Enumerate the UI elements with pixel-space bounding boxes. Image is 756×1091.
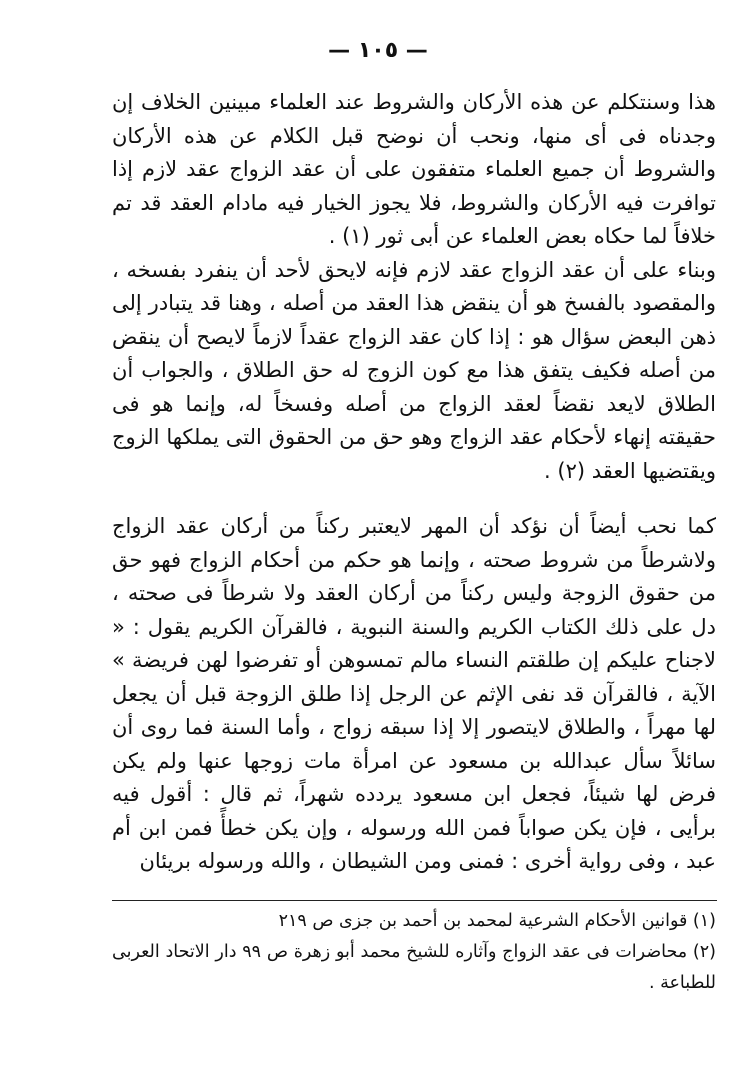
footnote-2: (٢) محاضرات فى عقد الزواج وآثاره للشيخ محمد أبو زهرة ص ٩٩ دار الاتحاد العربى للطباعة . [112, 942, 716, 993]
paragraph-3: كما نحب أيضاً أن نؤكد أن المهر لايعتبر ركناً من أركان عقد الزواج ولاشرطاً من شروط صحته ، وإنما هو حكم من أحكام الزواج فهو حق من حقوق الزوجة وليس ركناً من أركان العقد ولا شرطاً فى صحته ، دل على ذلك الكتاب الكريم والسنة النبوية ، فالقرآن الكريم يقول : « لاجناح عليكم إن طلقتم النساء مالم تمسوهن أو تفرضوا لهن فريضة » الآية ، فالقرآن قد نفى الإثم عن الرجل إذا طلق الزوجة قبل أن يجعل لها مهراً ، والطلاق لايتصور إلا إذا سبقه زواج ، وأما السنة فما روى أن سائلاً سأل عبدالله بن مسعود عن امرأة مات زوجها عنها ولم يكن فرض لها شيئاً، فجعل ابن مسعود يردده شهراً، ثم قال : أقول فيه برأيى ، فإن يكن صواباً فمن الله ورسوله ، وإن يكن خطأً فمن ابن أم عبد ، وفى رواية أخرى : فمنى ومن الشيطان ، والله ورسوله بريئان [112, 514, 716, 873]
main-text [112, 86, 716, 879]
page-number: — ١٠٥ — [328, 38, 428, 63]
footnotes [112, 906, 716, 999]
footnote-1: (١) قوانين الأحكام الشرعية لمحمد بن أحمد بن جزى ص ٢١٩ [278, 911, 716, 931]
paragraph-2: وبناء على أن عقد الزواج عقد لازم فإنه لايحق لأحد أن ينفرد بفسخه ، والمقصود بالفسخ هو أن ينقض هذا العقد من أصله ، وهنا قد يتبادر إلى ذهن البعض سؤال هو : إذا كان عقد الزواج عقداً لازماً لايصح أن ينقض من أصله فكيف يتفق هذا مع كون الزوج له حق الطلاق ، والجواب أن الطلاق لايعد نقضاً لعقد الزواج من أصله وفسخاً له، وإنما هو فى حقيقته إنهاء لأحكام عقد الزواج وهو حق من الحقوق التى يملكها الزوج ويقتضيها العقد (٢) . [112, 257, 716, 483]
paragraph-1: هذا وسنتكلم عن هذه الأركان والشروط عند العلماء مبينين الخلاف إن وجدناه فى أى منها، ونحب أن نوضح قبل الكلام عن هذه الأركان والشروط أن جميع العلماء متفقون على أن عقد الزواج عقد لازم إذا توافرت فيه الأركان والشروط، فلا يجوز الخيار فيه مادام العقد قد تم خلافاً لما حكاه بعض العلماء عن أبى ثور (١) . [112, 90, 716, 248]
footnote-divider [112, 900, 717, 901]
